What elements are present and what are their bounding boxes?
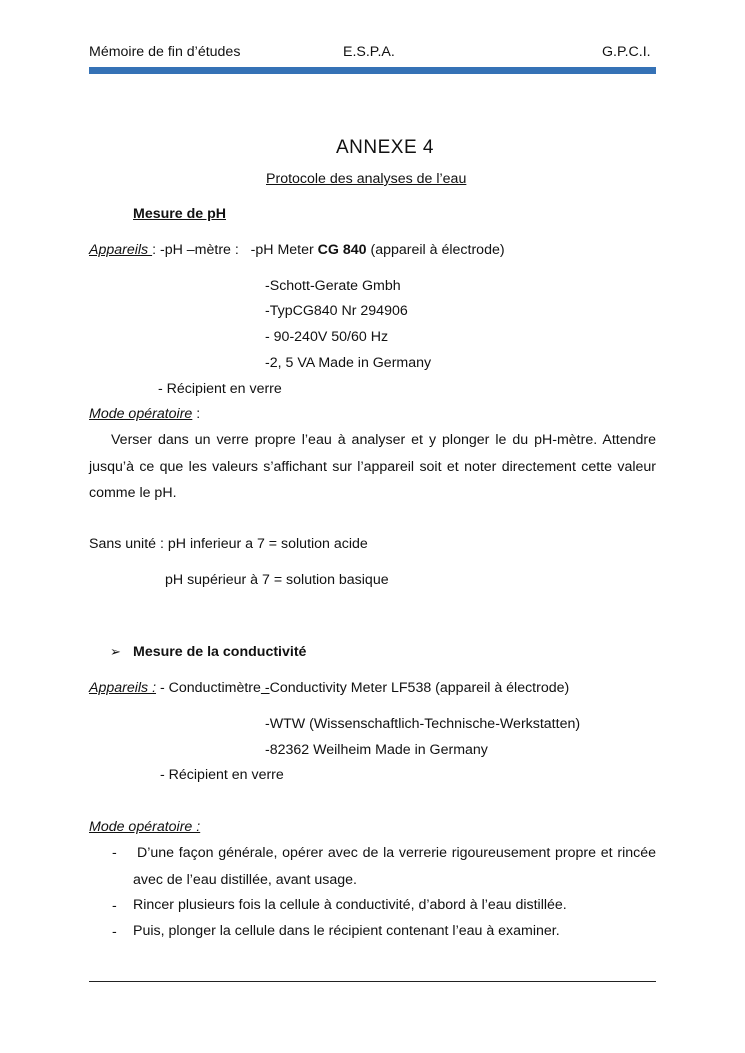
ph-spec: -2, 5 VA Made in Germany — [265, 355, 432, 371]
cond-spec: -82362 Weilheim Made in Germany — [265, 742, 488, 758]
ph-mode-text: Verser dans un verre propre l’eau à analyser et y plonger le du pH-mètre. Attendre jusqu’à ce que les valeurs s’affichant sur l’appareil soit et noter directement cette valeur comme le pH. — [89, 432, 656, 501]
header-left: Mémoire de fin d’études — [89, 44, 241, 60]
cond-appareils-text-c: Conductivity Meter LF538 (appareil à électrode) — [269, 680, 570, 696]
cond-step-2: Rincer plusieurs fois la cellule à conductivité, d’abord à l’eau distillée. — [133, 897, 567, 913]
ph-mode-label: Mode opératoire — [89, 406, 193, 422]
header-right: G.P.C.I. — [602, 44, 651, 60]
list-dash: - — [112, 845, 117, 861]
ph-spec: - 90-240V 50/60 Hz — [265, 329, 389, 345]
ph-sans-unite: Sans unité : pH inferieur a 7 = solution acide — [89, 536, 368, 552]
header-center: E.S.P.A. — [343, 44, 395, 60]
ph-spec: -Schott-Gerate Gmbh — [265, 278, 401, 294]
cond-step-3: Puis, plonger la cellule dans le récipient contenant l’eau à examiner. — [133, 923, 560, 939]
cond-step-1: D’une façon générale, opérer avec de la verrerie rigoureusement propre et rincée avec de l’eau distillée, avant usage. — [133, 845, 656, 888]
footer-rule — [89, 981, 656, 982]
list-dash: - — [112, 898, 117, 914]
cond-spec: -WTW (Wissenschaftlich-Technische-Werkstatten) — [265, 716, 581, 732]
ph-appareils-label: Appareils — [89, 242, 153, 258]
cond-heading: Mesure de la conductivité — [133, 644, 307, 660]
ph-model: CG 840 — [317, 242, 367, 258]
arrow-bullet-icon: ➢ — [110, 644, 121, 659]
ph-mode-line — [89, 406, 200, 422]
ph-appareils-text: : -pH –mètre : -pH Meter — [152, 242, 318, 258]
cond-appareils-text-a: - Conductimètre — [156, 680, 261, 696]
cond-appareils-label: Appareils : — [89, 680, 157, 696]
ph-recipient: - Récipient en verre — [158, 381, 282, 397]
ph-spec: -TypCG840 Nr 294906 — [265, 303, 408, 319]
list-dash: - — [112, 924, 117, 940]
cond-appareils-line — [89, 680, 569, 696]
page-title: ANNEXE 4 — [336, 137, 434, 158]
ph-model-suffix: (appareil à électrode) — [366, 242, 505, 258]
cond-mode-line — [89, 819, 200, 835]
cond-recipient: - Récipient en verre — [160, 767, 284, 783]
ph-heading: Mesure de pH — [133, 206, 227, 222]
ph-mode-colon: : — [192, 406, 201, 422]
cond-mode-label: Mode opératoire : — [89, 819, 201, 835]
header-rule — [89, 67, 656, 74]
ph-superieur: pH supérieur à 7 = solution basique — [165, 572, 389, 588]
page-subtitle: Protocole des analyses de l’eau — [266, 171, 467, 187]
cond-appareils-text-b: - — [260, 680, 270, 696]
ph-appareils-line — [89, 242, 505, 258]
